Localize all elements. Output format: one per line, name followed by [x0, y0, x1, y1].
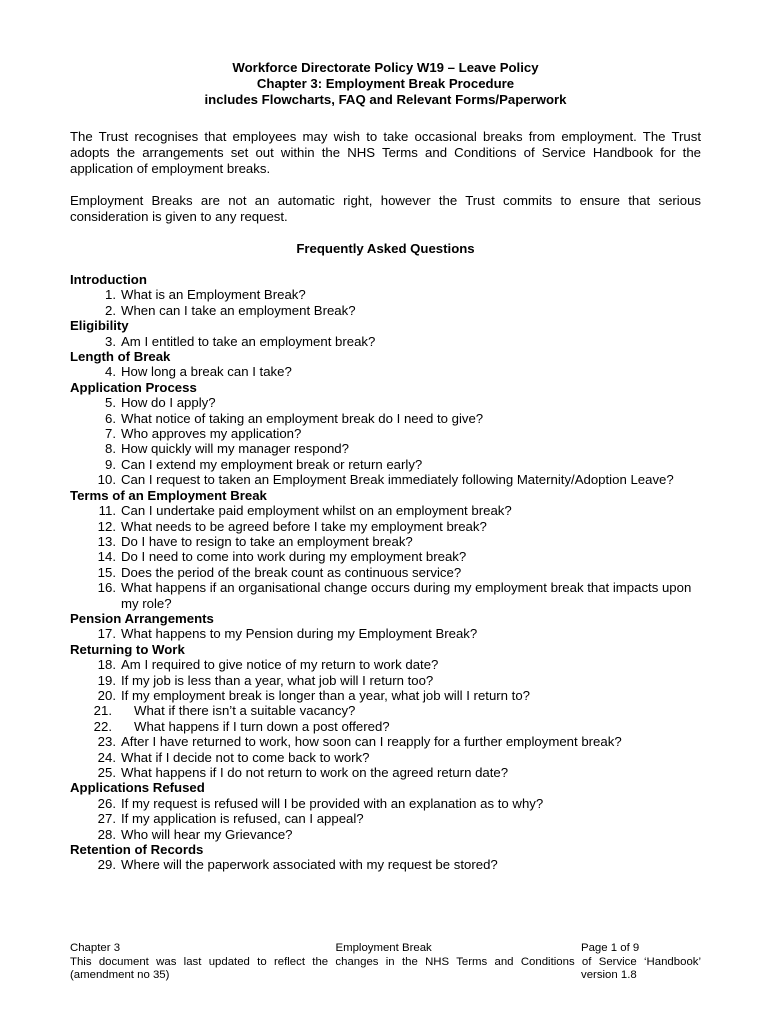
question-text: How long a break can I take? — [121, 364, 292, 380]
faq-question-item — [70, 411, 701, 426]
section-heading: Applications Refused — [70, 780, 205, 796]
question-number: 6. — [105, 410, 116, 426]
question-text: If my request is refused will I be provided with an explanation as to why? — [121, 795, 544, 811]
question-number: 24. — [97, 749, 116, 765]
document-title — [70, 60, 701, 108]
faq-question-item — [70, 303, 701, 318]
faq-question-item — [70, 472, 701, 487]
faq-question-item — [70, 441, 701, 456]
question-number: 13. — [97, 533, 116, 549]
faq-question-item — [70, 827, 701, 842]
question-number: 3. — [105, 333, 116, 349]
intro-paragraph-2: Employment Breaks are not an automatic right, however the Trust commits to ensure that serious consideration is given to any request. — [70, 193, 701, 224]
faq-question-item — [70, 750, 701, 765]
question-text: What if there isn’t a suitable vacancy? — [134, 703, 356, 719]
faq-question-item — [70, 765, 701, 780]
title-line-2: Chapter 3: Employment Break Procedure — [256, 76, 515, 91]
question-number: 9. — [105, 456, 116, 472]
question-text: What happens if I do not return to work on the agreed return date? — [121, 765, 509, 780]
faq-question-item — [70, 580, 701, 611]
question-number: 19. — [97, 672, 116, 688]
footer-update-note: This document was last updated to reflect the changes in the NHS Terms and Conditions of Service ‘Handbook’ — [70, 955, 701, 968]
section-heading: Length of Break — [70, 349, 171, 365]
question-number: 17. — [97, 626, 116, 642]
question-number: 5. — [105, 395, 116, 411]
question-number: 28. — [97, 826, 116, 842]
question-number: 18. — [97, 657, 116, 673]
faq-question-item — [70, 734, 701, 749]
page-footer — [70, 942, 701, 983]
faq-question-item — [70, 426, 701, 441]
intro-paragraph-1: The Trust recognises that employees may wish to take occasional breaks from employment. The Trust adopts the arrangements set out within the NHS Terms and Conditions of Service Handbook for the application of employment breaks. — [70, 129, 701, 176]
question-number: 7. — [105, 426, 116, 442]
question-number: 1. — [105, 287, 116, 303]
question-text: If my application is refused, can I appeal? — [121, 811, 364, 827]
faq-question-item — [70, 796, 701, 811]
question-number: 12. — [97, 518, 116, 534]
question-text: Who will hear my Grievance? — [121, 826, 293, 842]
faq-question-item — [70, 503, 701, 518]
question-text: Does the period of the break count as continuous service? — [121, 564, 462, 580]
question-text: Do I have to resign to take an employment break? — [121, 533, 413, 549]
question-text: Can I extend my employment break or return early? — [121, 456, 423, 472]
faq-question-item — [70, 287, 701, 302]
question-text: Am I entitled to take an employment break? — [121, 333, 376, 349]
question-text: What happens if an organisational change occurs during my employment break that impacts upon my role? — [121, 580, 692, 611]
faq-question-item — [70, 688, 701, 703]
footer-page-number: Page 1 of 9 — [581, 942, 640, 954]
faq-question-item — [70, 549, 701, 564]
faq-question-item — [70, 857, 701, 872]
section-heading: Introduction — [70, 272, 147, 287]
question-text: What is an Employment Break? — [121, 287, 306, 303]
title-line-1: Workforce Directorate Policy W19 – Leave Policy — [232, 60, 539, 75]
question-number: 14. — [97, 549, 116, 565]
faq-question-item — [70, 519, 701, 534]
section-heading: Returning to Work — [70, 641, 185, 657]
question-number: 11. — [98, 503, 116, 519]
question-number: 16. — [97, 580, 116, 596]
question-text: What happens to my Pension during my Employment Break? — [121, 626, 478, 642]
question-text: If my employment break is longer than a year, what job will I return to? — [121, 687, 531, 703]
question-text: What notice of taking an employment break do I need to give? — [121, 410, 484, 426]
question-text: Do I need to come into work during my employment break? — [121, 549, 467, 565]
question-number: 15. — [97, 564, 116, 580]
question-number: 20. — [97, 687, 116, 703]
question-number: 26. — [97, 795, 116, 811]
faq-question-item — [70, 395, 701, 410]
question-text: How quickly will my manager respond? — [121, 441, 349, 457]
faq-question-item — [70, 626, 701, 641]
question-text: Where will the paperwork associated with my request be stored? — [121, 857, 498, 873]
question-text: Am I required to give notice of my return to work date? — [121, 657, 439, 673]
faq-question-item — [70, 457, 701, 472]
question-text: What happens if I turn down a post offered? — [134, 718, 390, 734]
section-heading: Pension Arrangements — [70, 610, 214, 626]
footer-section: Employment Break — [335, 942, 432, 954]
question-text: When can I take an employment Break? — [121, 302, 356, 318]
question-text: What if I decide not to come back to work? — [121, 749, 370, 765]
question-number: 4. — [105, 364, 116, 380]
question-number: 29. — [97, 857, 116, 873]
footer-amendment: (amendment no 35) — [70, 969, 170, 981]
question-number: 27. — [97, 811, 116, 827]
question-text: Who approves my application? — [121, 426, 302, 442]
question-number: 10. — [97, 472, 116, 488]
faq-question-item — [70, 811, 701, 826]
faq-question-item — [70, 703, 701, 718]
document-page — [70, 60, 701, 873]
title-line-3: includes Flowcharts, FAQ and Relevant Forms/Paperwork — [204, 92, 567, 107]
question-number: 8. — [105, 441, 116, 457]
faq-question-item — [70, 673, 701, 688]
section-heading: Retention of Records — [70, 842, 204, 858]
faq-heading: Frequently Asked Questions — [296, 241, 475, 256]
question-number: 2. — [105, 302, 116, 318]
section-heading: Eligibility — [70, 318, 129, 334]
question-number: 23. — [97, 734, 116, 750]
question-number: 25. — [97, 765, 116, 780]
question-text: After I have returned to work, how soon can I reapply for a further employment break? — [121, 734, 622, 750]
faq-question-list — [70, 272, 701, 873]
faq-question-item — [70, 657, 701, 672]
question-number: 22. — [93, 718, 112, 734]
question-number: 21. — [93, 703, 112, 719]
faq-question-item — [70, 534, 701, 549]
footer-version: version 1.8 — [581, 969, 637, 981]
question-text: How do I apply? — [121, 395, 216, 411]
faq-question-item — [70, 565, 701, 580]
faq-question-item — [70, 334, 701, 349]
question-text: Can I request to taken an Employment Break immediately following Maternity/Adoption Leave? — [121, 472, 674, 488]
section-heading: Terms of an Employment Break — [70, 487, 267, 503]
question-text: Can I undertake paid employment whilst on an employment break? — [121, 503, 512, 519]
question-text: What needs to be agreed before I take my employment break? — [121, 518, 487, 534]
section-heading: Application Process — [70, 379, 197, 395]
faq-question-item — [70, 364, 701, 379]
footer-chapter: Chapter 3 — [70, 942, 121, 954]
faq-question-item — [70, 719, 701, 734]
question-text: If my job is less than a year, what job will I return too? — [121, 672, 434, 688]
